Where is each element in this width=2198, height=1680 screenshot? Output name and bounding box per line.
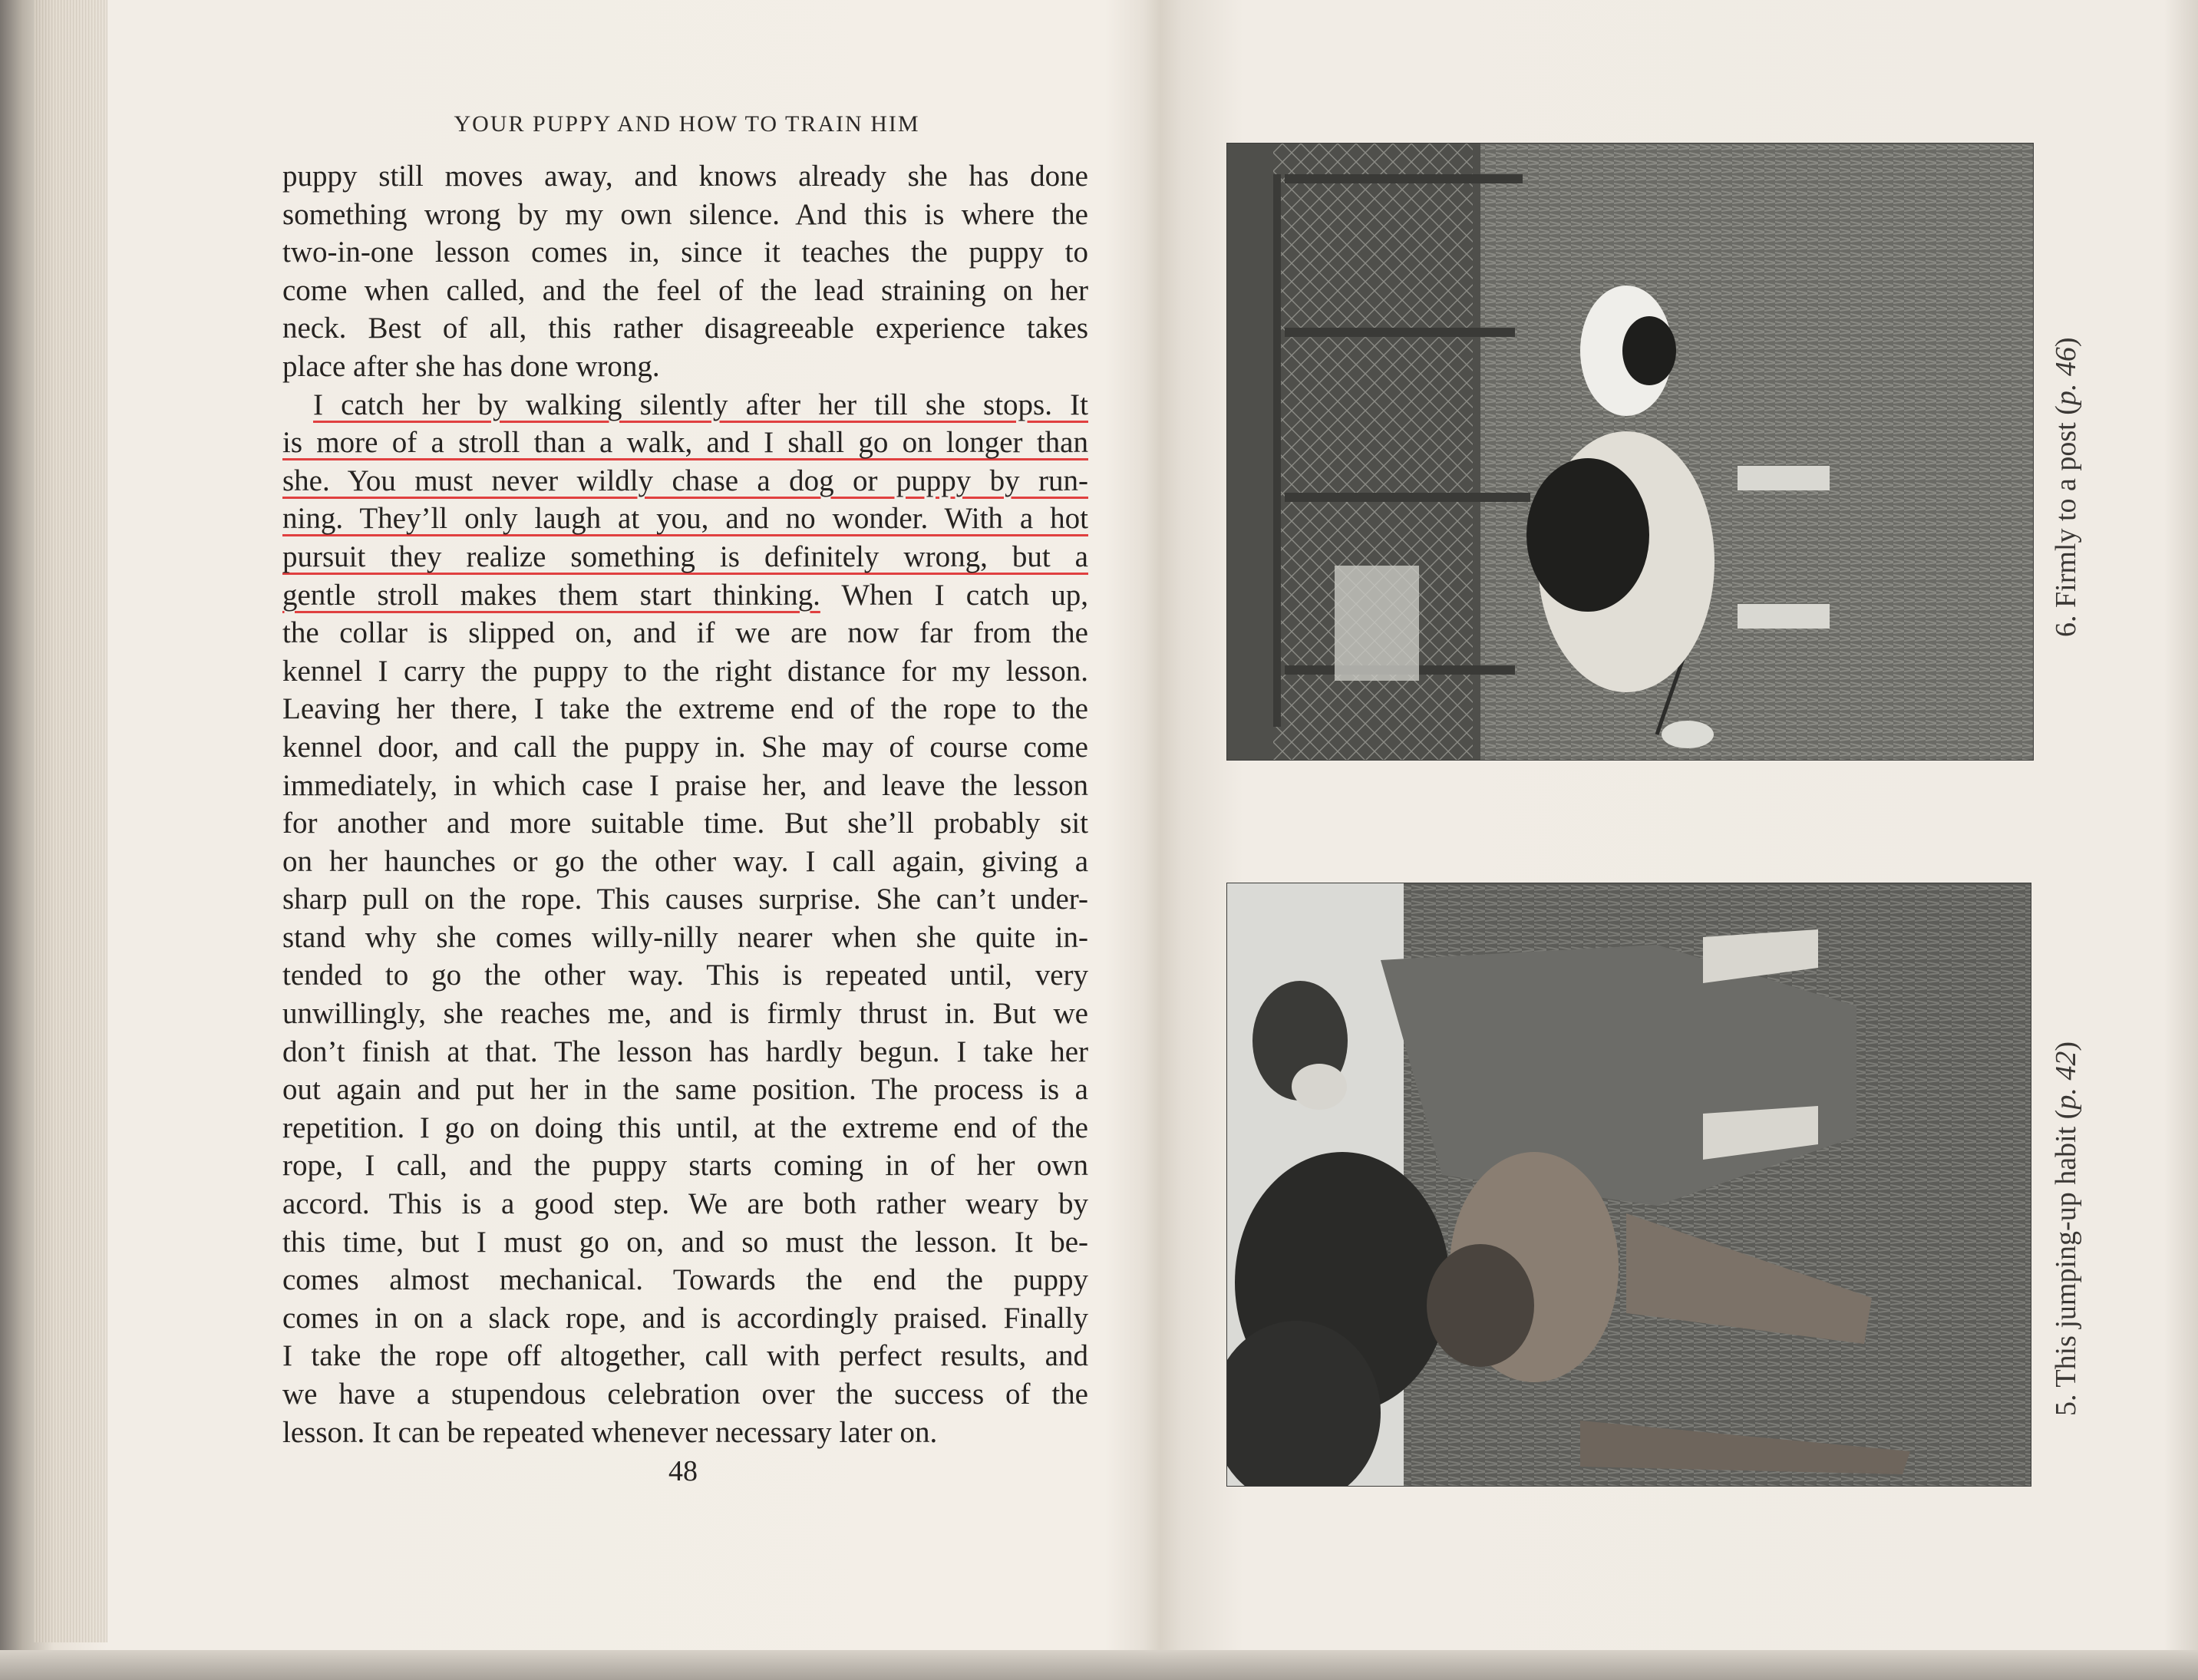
text-line: immediately, in which case I praise her, and leave the lesson	[282, 768, 1088, 802]
plate-photo-dog-at-post	[1226, 143, 2034, 761]
text-line: unwillingly, she reaches me, and is firmly thrust in. But we	[282, 997, 1088, 1031]
caption-text-end: )	[2050, 337, 2082, 348]
text-line: Leaving her there, I take the extreme end of the rope to the	[282, 692, 1088, 726]
page-number: 48	[668, 1455, 698, 1487]
plate-photo-jumping-puppy	[1226, 883, 2031, 1487]
text-line-mixed	[282, 576, 1088, 615]
text-line: repetition. I go on doing this until, at the extreme end of the	[282, 1111, 1088, 1144]
text-line: puppy still moves away, and knows already she has done	[282, 160, 1088, 193]
body-text	[282, 157, 1088, 1451]
underlined-line: ning. They’ll only laugh at you, and no wonder. With a hot	[282, 502, 1088, 536]
caption-text: 6. Firmly to a post (	[2050, 405, 2082, 637]
text-line: something wrong by my own silence. And this is where the	[282, 197, 1088, 231]
text-line: rope, I call, and the puppy starts coming in of her own	[282, 1149, 1088, 1183]
caption-text: 5. This jumping-up habit (	[2050, 1109, 2082, 1416]
text-line: this time, but I must go on, and so must the lesson. It be-	[282, 1225, 1088, 1259]
text-line: comes almost mechanical. Towards the end the puppy	[282, 1263, 1088, 1297]
text-line: come when called, and the feel of the lead straining on her	[282, 273, 1088, 307]
text-line: don’t finish at that. The lesson has hardly begun. I take her	[282, 1035, 1088, 1068]
plate-caption-5	[2049, 1041, 2083, 1416]
text-line: out again and put her in the same position. The process is a	[282, 1073, 1088, 1107]
text-line: place after she has done wrong.	[282, 349, 660, 383]
text-line: I take the rope off altogether, call with perfect results, and	[282, 1339, 1088, 1373]
text-line: tended to go the other way. This is repeated until, very	[282, 959, 1088, 992]
page-edges	[34, 0, 107, 1642]
underlined-phrase: gentle stroll makes them start thinking.	[282, 578, 820, 612]
text-line: for another and more suitable time. But she’ll probably sit	[282, 807, 1088, 840]
underlined-line: I catch her by walking silently after her till she stops. It	[313, 388, 1088, 421]
text-line: stand why she comes willy-nilly nearer when she quite in-	[282, 920, 1088, 954]
text-line: we have a stupendous celebration over the success of the	[282, 1378, 1088, 1411]
plate-caption-6	[2049, 337, 2083, 637]
text-line: kennel I carry the puppy to the right distance for my lesson.	[282, 654, 1088, 688]
text-line: neck. Best of all, this rather disagreeable experience takes	[282, 312, 1088, 345]
text-line: lesson. It can be repeated whenever necessary later on.	[282, 1415, 938, 1449]
caption-text-end: )	[2050, 1041, 2082, 1051]
jumping-puppy-illustration	[1227, 883, 2031, 1486]
text-line: on her haunches or go the other way. I call again, giving a	[282, 844, 1088, 878]
text-line: kennel door, and call the puppy in. She may of course come	[282, 730, 1088, 764]
text-line: accord. This is a good step. We are both rather weary by	[282, 1187, 1088, 1221]
dog-at-post-illustration	[1227, 144, 2033, 760]
caption-page-ref: p. 46	[2050, 347, 2082, 406]
text-line: two-in-one lesson comes in, since it teaches the puppy to	[282, 236, 1088, 269]
text-line: sharp pull on the rope. This causes surprise. She can’t under-	[282, 883, 1088, 916]
underlined-line: pursuit they realize something is definitely wrong, but a	[282, 540, 1088, 573]
text-line: the collar is slipped on, and if we are now far from the	[282, 616, 1088, 650]
underlined-line: she. You must never wildly chase a dog or puppy by run-	[282, 464, 1088, 497]
text-line: comes in on a slack rope, and is accordingly praised. Finally	[282, 1301, 1088, 1335]
caption-page-ref: p. 42	[2050, 1051, 2082, 1110]
underlined-line: is more of a stroll than a walk, and I shall go on longer than	[282, 426, 1088, 460]
book-bottom-shadow	[0, 1650, 2198, 1680]
text-phrase: When I catch up,	[820, 578, 1089, 612]
running-head: YOUR PUPPY AND HOW TO TRAIN HIM	[454, 111, 920, 137]
